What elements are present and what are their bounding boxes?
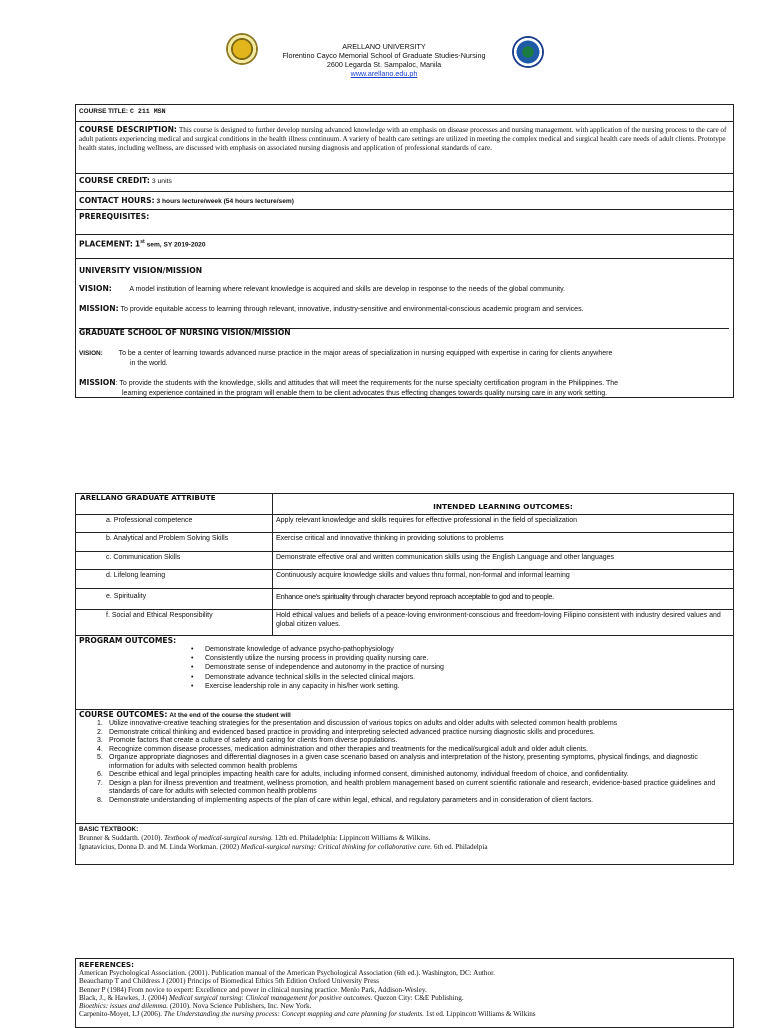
course-outcome-item: 5. Organize appropriate diagnoses and differential diagnoses in a given case scenario based on analysis and interpretation of the history, presenting symptoms, physical findings, and diagnostic information for adults with selected common health problems (97, 754, 698, 770)
website-link[interactable]: www.arellano.edu.ph (350, 69, 418, 78)
attribute-row: f. Social and Ethical Responsibility Hold ethical values and beliefs of a peace-loving environment-conscious and freedom-loving Filipino consistent with industry desired values and global citizen values. (76, 610, 733, 636)
placement-row: PLACEMENT: 1st sem, SY 2019-2020 (76, 235, 733, 259)
course-info-table (75, 104, 734, 398)
graduate-vision-text-2: in the world. (130, 360, 168, 367)
attributes-header-row (76, 494, 733, 515)
course-description-label: COURSE DESCRIPTION: (79, 125, 177, 134)
university-name: ARELLANO UNIVERSITY (342, 42, 426, 51)
course-description-text: This course is designed to further develop nursing advanced knowledge with an emphasis on disease processes and nursing management. with application of the nursing process to the care of adult patients experiencing medical and surgical conditions in the health illness continuum. A variety of health care settings are utilized in meeting the complex medical and surgical health care needs of adult clients. Prototype health states, including wellness, are discussed with emphasis on associated nursing diagnosis and application of professional standards of care. (79, 126, 727, 152)
reference-item: Benner P (1984) From novice to expert: Excellence and power in clinical nursing practice. Menlo Park, Addison-Wesley. (79, 985, 427, 994)
reference-item: Beauchamp T and Childress J (2001) Princips of Biomedical Ethics 5th Edition Oxford University Press (79, 977, 379, 986)
references-section (75, 958, 734, 1028)
attribute-column-header: ARELLANO GRADUATE ATTRIBUTE (80, 493, 216, 502)
reference-item: Bioethics: issues and dilemma. (2010). Nova Science Publishers, Inc. New York. (79, 1002, 312, 1011)
contact-hours-row: CONTACT HOURS: 3 hours lecture/week (54 hours lecture/sem) (76, 192, 733, 210)
course-outcome-item: 8. Demonstrate understanding of implementing aspects of the plan of care within legal, ethical, and regulatory parameters and in consideration of client factors. (97, 796, 594, 804)
vision-mission-section: UNIVERSITY VISION/MISSION VISION: A model institution of learning where relevant knowledge is acquired and skills are develop in response to the needs of the global community. MISSION: To provide equitable access to learning through relevant, innovative, industry-sensitive and environmental-conscious academic program and services. GRADUATE SCHOOL OF NURSING VISION/MISSION VISION: To be a center of learning towards advanced nurse practice in the major areas of specialization in nursing equipped with expertise in caring for clients anywhere in the world. MISSION: To provide the students with the knowledge, skills and attitudes that will meet the requirements for the nurse specialty certification program in the Philippines. The learning experience contained in the program will enable them to be client advocates thus effecting changes towards quality nursing care in any work setting. (76, 259, 733, 399)
course-credit-row: COURSE CREDIT: 3 units (76, 174, 733, 192)
outcomes-column-header: INTENDED LEARNING OUTCOMES: (433, 502, 573, 511)
school-address: 2600 Legarda St. Sampaloc, Manila (326, 60, 442, 69)
program-outcomes-heading: PROGRAM OUTCOMES: (79, 636, 177, 645)
course-outcome-item: 1. Utilize innovative-creative teaching strategies for the presentation and discussion of various topics on adults and older adults with selected common health problems (97, 720, 618, 727)
basic-textbook-heading: BASIC TEXTBOOK: (79, 826, 139, 833)
course-outcome-item: 3. Promote factors that create a culture of safety and caring for clients from diverse populations. (97, 737, 398, 744)
course-outcomes-section (76, 710, 733, 824)
program-outcome-item: • Demonstrate advance technical skills in the selected clinical majors. (191, 673, 730, 682)
textbook-item: Brunner & Suddarth. (2010). Textbook of medical-surgical nursing. 12th ed. Philadelphia: Lippincott Williams & Wilkins. (79, 834, 431, 842)
course-outcomes-subheading: At the end of the course the student will (169, 712, 291, 719)
program-outcome-item: • Demonstrate sense of independence and autonomy in the practice of nursing (191, 663, 730, 672)
school-name: Florentino Cayco Memorial School of Graduate Studies-Nursing (282, 51, 486, 60)
learning-outcomes-table (75, 493, 734, 865)
attribute-row: e. Spirituality Enhance one's spirituality through character beyond reproach acceptable to god and to people. (76, 589, 733, 610)
graduate-school-heading: GRADUATE SCHOOL OF NURSING VISION/MISSION (79, 328, 729, 337)
course-description-row (76, 122, 733, 174)
graduate-mission-text-1: : To provide the students with the knowledge, skills and attitudes that will meet the requirements for the nurse specialty certification program in the Philippines. The (115, 380, 619, 387)
program-outcome-item: • Consistently utilize the nursing process in providing quality nursing care. (191, 654, 730, 663)
references-heading: REFERENCES: (79, 960, 134, 969)
attribute-row: a. Professional competence Apply relevant knowledge and skills requires for effective professional in the field of specialization (76, 515, 733, 533)
course-outcome-item: 2. Demonstrate critical thinking and evidenced based practice in providing and interpreting selected advanced practice nursing diagnostic skills and procedures. (97, 728, 596, 736)
university-mission-text: To provide equitable access to learning through relevant, innovative, industry-sensitive and environmental-conscious academic program and services. (120, 306, 584, 313)
program-outcome-item: • Demonstrate knowledge of advance psycho-pathophysiology (191, 645, 730, 654)
course-outcome-item: 6. Describe ethical and legal principles impacting health care for adults, including informed consent, diminished autonomy, individual freedom of choice, and confidentiality. (97, 771, 629, 778)
reference-item: American Psychological Association. (2001). Publication manual of the American Psychological Association (6th ed.). Washington, DC: Author. (79, 969, 495, 977)
attribute-row: c. Communication Skills Demonstrate effective oral and written communication skills using the English Language and other languages (76, 552, 733, 570)
attribute-row: d. Lifelong learning Continuously acquire knowledge skills and values thru formal, non-formal and informal learning (76, 570, 733, 589)
university-vision-heading: UNIVERSITY VISION/MISSION (79, 266, 203, 275)
course-title-value: C 211 MSN (129, 108, 166, 115)
course-credit-value: 3 units (151, 178, 172, 185)
university-vision-text: A model institution of learning where relevant knowledge is acquired and skills are develop in response to the needs of the global community. (129, 286, 566, 293)
graduate-mission-text-2: learning experience contained in the program will enable them to be client advocates thus effecting changes towards quality nursing care in any work setting. (122, 390, 608, 397)
contact-hours-value: 3 hours lecture/week (54 hours lecture/sem) (156, 198, 294, 205)
attribute-row: b. Analytical and Problem Solving Skills Exercise critical and innovative thinking in providing solutions to problems (76, 533, 733, 552)
reference-item: Carpenito-Moyet, LJ (2006). The Understanding the nursing process: Concept mapping and care planning for students. 1st ed. Lippincott Williams & Wilkins (79, 1010, 536, 1019)
reference-item: Black, J., & Hawkes, J. (2004) Medical surgical nursing: Clinical management for positive outcomes. Quezon City: C&E Publishing. (79, 993, 464, 1002)
course-outcomes-heading: COURSE OUTCOMES: (79, 710, 168, 719)
prerequisites-row: PREREQUISITES: (76, 210, 733, 235)
course-outcome-item: 7. Design a plan for illness prevention and treatment, wellness promotion, and health problem management based on current scientific rationale and research, evidence-based practice guidelines and standards of care for adults with selected common health problems (97, 779, 716, 795)
document-header (0, 42, 768, 78)
program-outcomes-section (76, 636, 733, 710)
course-title-row: COURSE TITLE: C 211 MSN (76, 105, 733, 122)
basic-textbook-section (76, 824, 733, 864)
graduate-vision-text-1: To be a center of learning towards advanced nurse practice in the major areas of specialization in nursing equipped with expertise in caring for clients anywhere (118, 350, 613, 357)
course-outcome-item: 4. Recognize common disease processes, medication administration and other therapies and treatments for the medical/surgical adult and older adult clients. (97, 745, 588, 753)
textbook-item: Ignatavicius, Donna D. and M. Linda Workman. (2002) Medical-surgical nursing: Critical thinking for collaborative care. 6th ed. Philadelpia (79, 843, 488, 851)
program-outcome-item: • Exercise leadership role in any capacity in his/her work setting. (191, 682, 730, 691)
